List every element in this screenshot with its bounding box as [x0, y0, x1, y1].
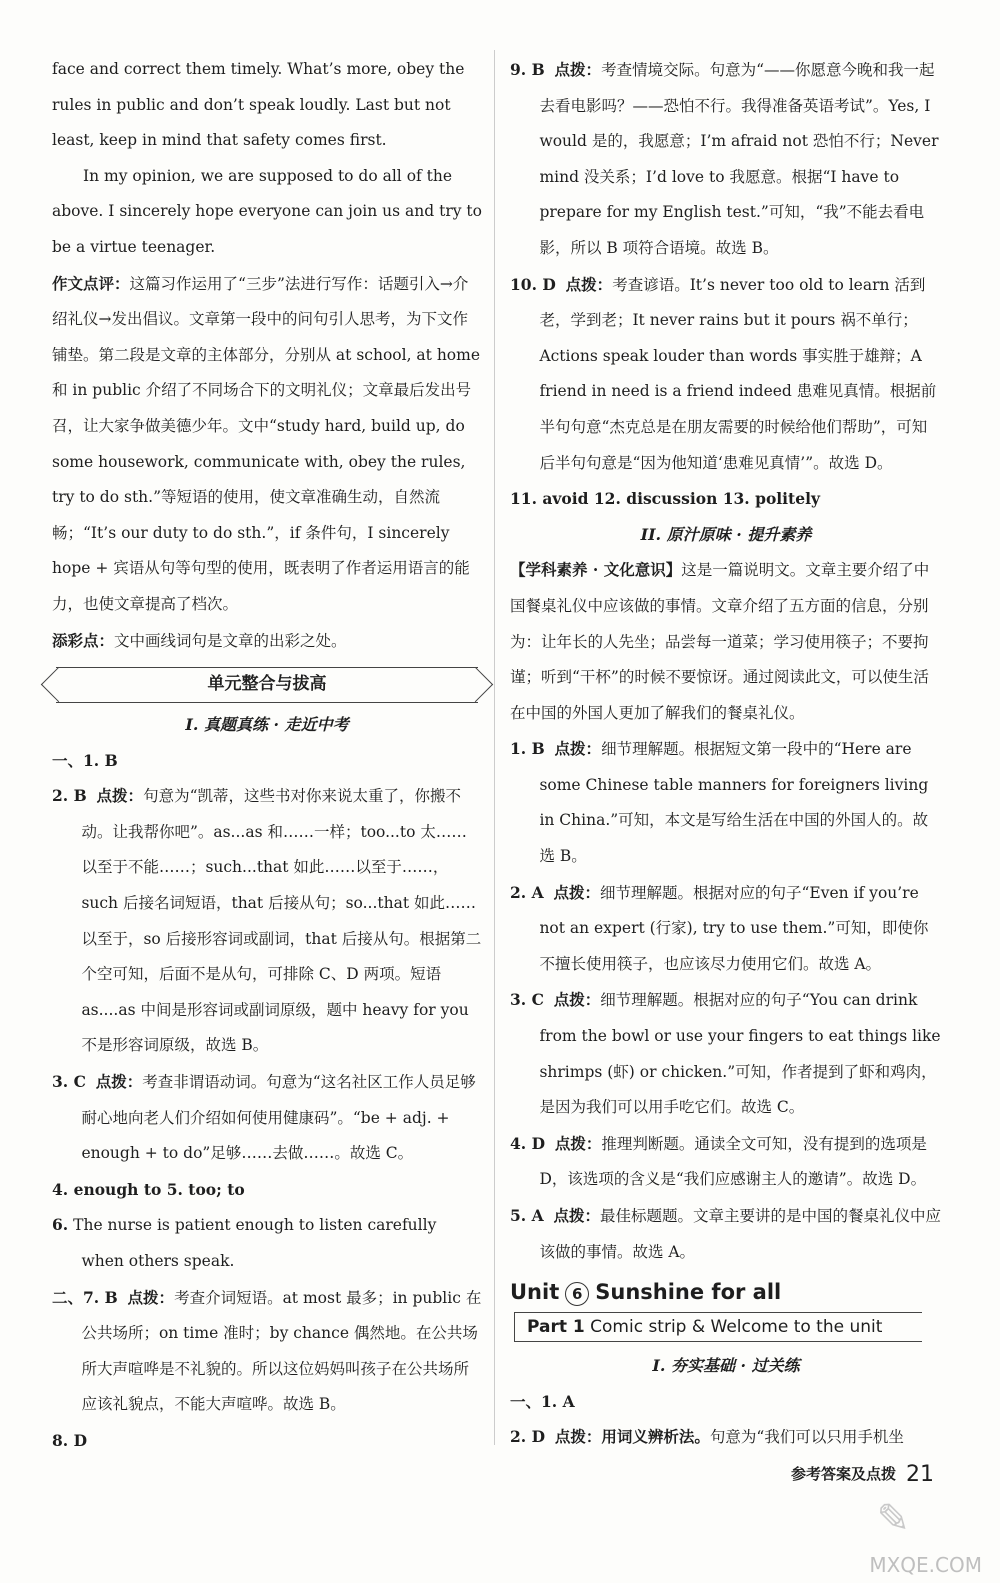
answer-9-number: 9. B [510, 60, 545, 79]
unit-review-banner: 单元整合与拔高 [56, 667, 478, 703]
highlight-text: 文中画线词句是文章的出彩之处。 [114, 631, 347, 650]
section-title-reading: II. 原汁原味 · 提升素养 [640, 524, 812, 544]
reading-3-text: 细节理解题。根据对应的句子“You can drink from the bowl or use your fingers to eat things like shrimps (虾) or chicken.”可知，作者提到了虾和鸡肉，是因为我们可以用手吃它们。故选 C。 [539, 991, 941, 1117]
answer-11-13: 11. avoid 12. discussion 13. politely [510, 489, 820, 509]
answer-10-text: 考查谚语。It’s never too old to learn 活到老，学到老；It never rains but it pours 祸不单行；Actions speak louder than words 事实胜于雄辩；A friend in need is a friend indeed 患难见真情。根据前半句句意“杰克总是在朋友需要的时候给他们帮助”，可知后半句句意是“因为他知道‘患难见真情’”。故选 D。 [539, 275, 937, 472]
part-name: Comic strip & Welcome to the unit [590, 1317, 883, 1338]
answer-1: 一、1. B [52, 750, 118, 770]
answer-7-tip-label: 点拨： [127, 1287, 175, 1307]
basic-answer-1: 一、1. A [510, 1391, 575, 1411]
answer-9-text: 考查情境交际。句意为“——你愿意今晚和我一起去看电影吗？——恐怕不行。我得准备英语考试”。Yes, I would 是的，我愿意；I’m afraid not 恐怕不行；Never mind 没关系；I’d love to 我愿意。根据“I have to prepare for my English test.”可知，“我”不能去看电影，所以 B 项符合语境。故选 B。 [539, 61, 939, 257]
page-footer [791, 1462, 934, 1487]
reading-5-tip-label: 点拨： [553, 1206, 600, 1225]
reading-3-tip-label: 点拨： [553, 990, 601, 1010]
reading-answer-1 [510, 731, 942, 874]
comment-text: 这篇习作运用了“三步”法进行写作：话题引入→介绍礼仪→发出倡议。文章第一段中的问句引人思考，为下文作铺垫。第二段是文章的主体部分，分别从 at school, at home 和 in public 介绍了不同场合下的文明礼仪；文章最后发出号召，让大家争做美德少年。文中“study hard, build up, do some housework, communicate with, obey the rules, try to do sth.”等短语的使用，使文章准确生动，自然流畅；“It’s our duty to do sth.”，if 条件句，I sincerely hope + 宾语从句等句型的使用，既表明了作者运用语言的能力，也使文章提高了档次。 [52, 274, 480, 613]
answer-2-tip-label: 点拨： [96, 786, 144, 806]
unit-number-badge: 6 [565, 1282, 589, 1306]
column-divider [494, 50, 495, 1445]
answer-2 [52, 778, 482, 1064]
reading-answer-2 [510, 875, 942, 983]
basic-2-number: 2. D [510, 1427, 546, 1447]
watermark-logo-icon: ✎ [876, 1496, 910, 1542]
literacy-label: 【学科素养 · 文化意识】 [510, 560, 682, 580]
answer-4-5: 4. enough to 5. too; to [52, 1179, 245, 1199]
basic-2-text: 句意为“我们可以只用手机坐 [709, 1428, 904, 1447]
basic-2-tip-label: 点拨： [554, 1427, 602, 1447]
comment-label: 作文点评： [52, 273, 130, 293]
answer-6-number: 6. [52, 1215, 69, 1235]
reading-4-text: 推理判断题。通读全文可知，没有提到的选项是 D，该选项的含义是“我们应感谢主人的邀请”。故选 D。 [539, 1134, 927, 1189]
answer-3-text: 考查非谓语动词。句意为“这名社区工作人员足够耐心地向老人们介绍如何使用健康码”。“be + adj. + enough + to do”足够……去做……。故选 C。 [81, 1073, 476, 1163]
part-label: Part 1 [527, 1317, 585, 1338]
reading-4-tip-label: 点拨： [554, 1133, 602, 1153]
answer-9 [510, 52, 942, 267]
reading-answer-3 [510, 982, 942, 1125]
answer-10-number: 10. D [510, 274, 556, 294]
literacy-note [510, 552, 942, 731]
reading-3-number: 3. C [510, 990, 544, 1010]
basic-2-method: 用词义辨析法。 [601, 1427, 710, 1447]
watermark-site: MXQE.COM [869, 1553, 982, 1577]
reading-4-number: 4. D [510, 1133, 546, 1153]
footer-label: 参考答案及点拨 [790, 1465, 896, 1483]
answer-6-text: The nurse is patient enough to listen carefully when others speak. [73, 1216, 437, 1270]
essay-paragraph-1: face and correct them timely. What’s more, obey the rules in public and don’t speak loudly. Last but not least, keep in mind that safety comes first. [52, 60, 465, 150]
answer-6 [52, 1207, 482, 1279]
reading-answer-4 [510, 1126, 942, 1198]
literacy-text: 这是一篇说明文。文章主要介绍了中国餐桌礼仪中应该做的事情。文章介绍了五方面的信息，分别为：让年长的人先坐；品尝每一道菜；学习使用筷子；不要拘谨；听到“干杯”的时候不要惊讶。通过阅读此文，可以使生活在中国的外国人更加了解我们的餐桌礼仪。 [510, 561, 930, 722]
answer-2-number: 2. B [52, 786, 87, 806]
reading-1-number: 1. B [510, 739, 545, 759]
unit-name: Sunshine for all [595, 1280, 782, 1305]
answer-8: 8. D [52, 1430, 88, 1450]
answer-7-number: 二、7. B [52, 1287, 118, 1307]
answer-10 [510, 267, 942, 482]
reading-2-tip-label: 点拨： [553, 882, 600, 902]
answer-2-text: 句意为“凯蒂，这些书对你来说太重了，你搬不动。让我帮你吧”。as...as 和……一样；too...to 太……以至于不能……；such...that 如此……以至于……，such 后接名词短语，that 后接从句；so...that 如此……以至于，so 后接形容词或副词，that 后接从句。根据第二个空可知，后面不是从句，可排除 C、D 两项。短语 as....as 中间是形容词或副词原级，题中 heavy for you 不是形容词原级，故选 B。 [81, 787, 482, 1055]
essay-paragraph-2: In my opinion, we are supposed to do all of the above. I sincerely hope everyone can join us and try to be a virtue teenager. [52, 166, 482, 256]
answer-10-tip-label: 点拨： [565, 274, 613, 294]
reading-5-number: 5. A [510, 1206, 544, 1225]
answer-9-tip-label: 点拨： [554, 60, 602, 79]
right-column [510, 52, 942, 1456]
unit-heading [510, 1274, 942, 1310]
page-number: 21 [906, 1462, 934, 1487]
unit-word: Unit [510, 1280, 560, 1305]
highlight-note [52, 623, 482, 660]
answer-3 [52, 1064, 482, 1172]
reading-2-text: 细节理解题。根据对应的句子“Even if you’re not an expert (行家), try to use them.”可知，即使你不擅长使用筷子，也应该尽力使用它们。故选 A。 [539, 883, 929, 973]
answer-7 [52, 1280, 482, 1423]
reading-2-number: 2. A [510, 882, 544, 902]
answer-3-tip-label: 点拨： [95, 1072, 143, 1092]
reading-answer-5 [510, 1198, 942, 1270]
highlight-label: 添彩点： [52, 630, 115, 650]
section-title-basics: I. 夯实基础 · 过关练 [652, 1356, 800, 1376]
reading-1-tip-label: 点拨： [554, 739, 602, 759]
answer-3-number: 3. C [52, 1072, 86, 1092]
basic-answer-2 [510, 1419, 942, 1456]
reading-5-text: 最佳标题题。文章主要讲的是中国的餐桌礼仪中应该做的事情。故选 A。 [539, 1207, 941, 1261]
essay-comment [52, 266, 482, 623]
section-title-exam: I. 真题真练 · 走近中考 [185, 715, 349, 735]
answer-7-text: 考查介词短语。at most 最多；in public 在公共场所；on time 准时；by chance 偶然地。在公共场所大声喧哗是不礼貌的。所以这位妈妈叫孩子在公共场所应该礼貌点，不能大声喧哗。故选 B。 [81, 1288, 482, 1414]
reading-1-text: 细节理解题。根据短文第一段中的“Here are some Chinese table manners for foreigners living in China.”可知，本文是写给生活在中国的外国人的。故选 B。 [539, 740, 929, 866]
left-column [52, 52, 482, 1459]
part-heading [514, 1312, 922, 1342]
